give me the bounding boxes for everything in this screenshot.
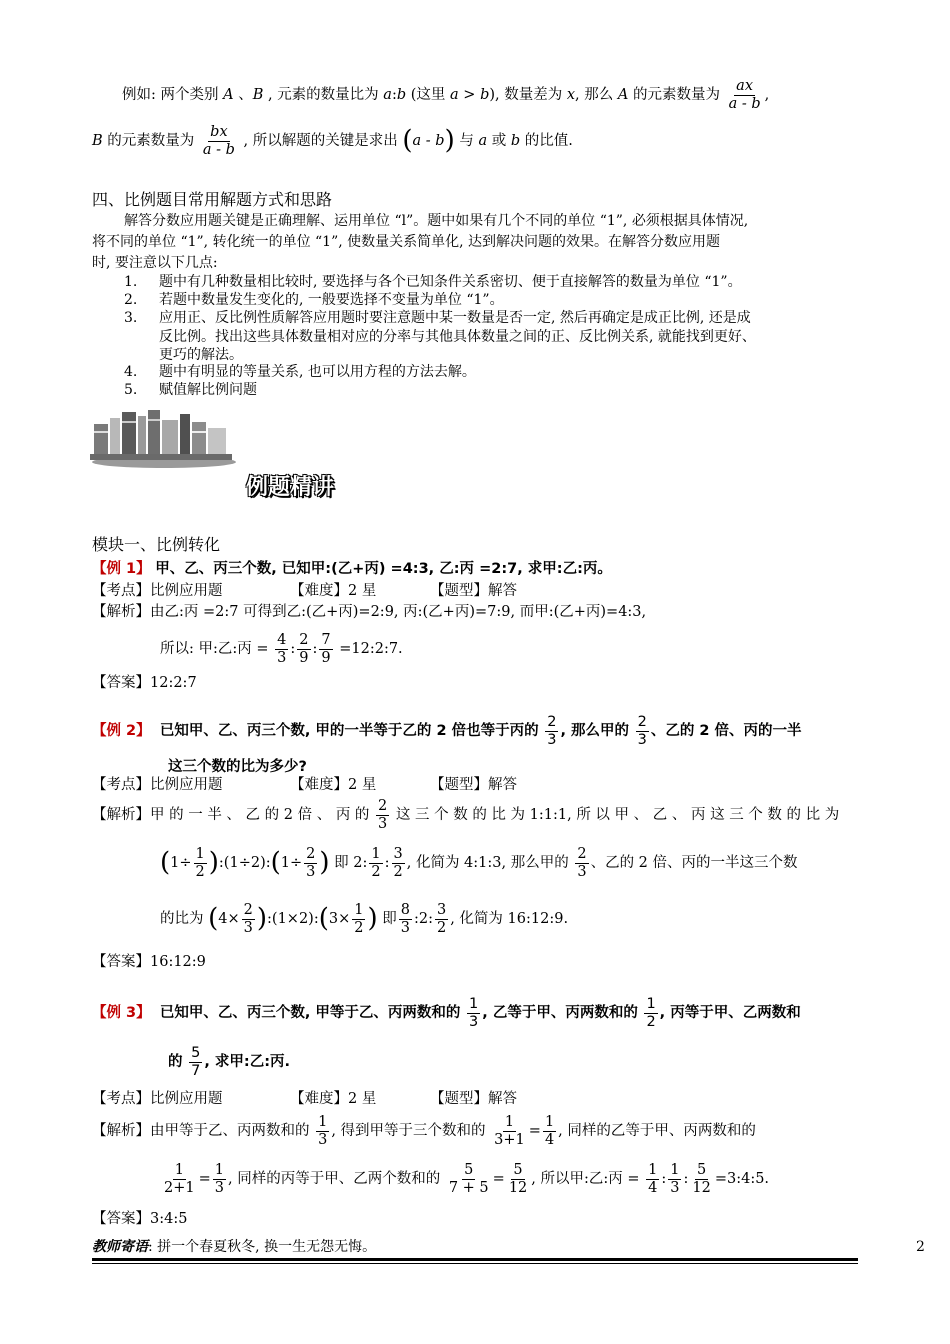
meta-label: 【题型】	[430, 583, 488, 599]
solution-text: 即	[382, 911, 397, 928]
intro-line-1: 例如: 两个类别 A 、B , 元素的数量比为 a:b (这里 a > b), 数量差为 x, 那么 A 的元素数量为 $\frac{ax}{a - b}$ ,	[122, 78, 770, 112]
answer-value: 12:2:7	[150, 675, 197, 691]
example-question: 【例 2】 已知甲、乙、丙三个数, 甲的一半等于乙的 2 倍也等于丙的 $\frac{2}{3}$ , 那么甲的 $\frac{2}{3}$ 、乙的 2 倍、丙的一半	[92, 714, 802, 748]
meta-label: 【考点】	[92, 583, 150, 599]
intro-text: 的比值.	[524, 133, 573, 150]
solution-line	[92, 603, 646, 622]
list-item: 应用正、反比例性质解答应用题时要注意题中某一数量是否一定, 然后再确定是成正比例, 还是成	[159, 310, 751, 326]
question-text: 、乙的 2 倍、丙的一半	[650, 723, 802, 740]
meta-label: 【解析】	[92, 1123, 150, 1140]
solution-line: 所以: 甲:乙:丙 = $\frac{4}{3}$ : $\frac{2}{9}$ : $\frac{7}{9}$ =12:2:7.	[160, 632, 403, 666]
solution-text: , 同样的乙等于甲、丙两数和的	[558, 1123, 756, 1140]
list-item: 题中有几种数量相比较时, 要选择与各个已知条件关系密切、便于直接解答的数量为单位 “1”。	[159, 274, 742, 290]
example-question: 的 $\frac{5}{7}$ , 求甲:乙:丙.	[168, 1045, 291, 1079]
question-text: , 丙等于甲、乙两数和	[659, 1005, 801, 1022]
solution-text: , 同样的丙等于甲、乙两个数和的	[228, 1171, 441, 1188]
intro-text: 例如: 两个类别	[122, 87, 219, 104]
solution-text: 、乙的 2 倍、丙的一半这三个数	[590, 855, 798, 872]
meta-row	[92, 1090, 223, 1109]
meta-row	[290, 1090, 376, 1109]
footer-divider-thin	[92, 1263, 858, 1264]
meta-value: 比例应用题	[150, 777, 223, 793]
meta-row	[290, 776, 376, 795]
solution-text: 由乙:丙 =2:7 可得到乙:(乙+丙)=2:9, 丙:(乙+丙)=7:9, 而甲:(乙+丙)=4:3,	[150, 604, 647, 620]
solution-text: =3:4:5.	[714, 1171, 770, 1188]
meta-label: 【答案】	[92, 954, 150, 970]
meta-value: 2 星	[348, 1091, 377, 1107]
list-item-number: 2.	[124, 292, 138, 308]
page-number: 2	[916, 1239, 925, 1255]
solution-text: 这 三 个 数 的 比 为 1:1:1, 所 以 甲 、 乙 、 丙 这 三 个 数 的 比 为	[395, 807, 840, 824]
meta-label: 【题型】	[430, 1091, 488, 1107]
solution-line: $\frac{1}{2+1}$ = $\frac{1}{3}$ , 同样的丙等于甲、乙两个数和的 $\frac{5}{7 + 5}$ = $\frac{5}{12}$ , 所以甲:乙:丙 = $\frac{1}{4}$ : $\frac{1}{3}$ : $\frac{5}{12}$ =3:4:5.	[164, 1162, 770, 1196]
meta-value: 解答	[488, 777, 517, 793]
intro-text: 的元素数量为	[632, 87, 720, 104]
section-paragraph-line: 将不同的单位 “1”, 转化统一的单位 “1”, 使数量关系简单化, 达到解决问题的效果。在解答分数应用题	[92, 234, 721, 250]
answer-line	[92, 953, 206, 972]
answer-value: 3:4:5	[150, 1211, 188, 1227]
footer-divider-thick	[92, 1258, 858, 1261]
intro-text: 与	[459, 133, 474, 150]
meta-value: 解答	[488, 1091, 517, 1107]
intro-text: 元素的数量比为	[277, 87, 379, 104]
solution-text: , 所以甲:乙:丙 =	[531, 1171, 640, 1188]
books-illustration-icon	[86, 408, 236, 470]
solution-line: (1÷ $\frac{1}{2}$ ):(1÷2):(1÷ $\frac{2}{3}$ ) 即 2: $\frac{1}{2}$ : $\frac{3}{2}$ , 化简为 4:1:3, 那么甲的 $\frac{2}{3}$ 、乙的 2 倍、丙的一半这三个数	[160, 846, 798, 880]
meta-label: 【难度】	[290, 583, 348, 599]
solution-text: , 化简为 4:1:3, 那么甲的	[406, 855, 569, 872]
question-text: 已知甲、乙、丙三个数, 甲等于乙、丙两数和的	[159, 1005, 461, 1022]
banner-title: 例题精讲	[246, 475, 335, 500]
meta-value: 解答	[488, 583, 517, 599]
solution-text: 甲 的 一 半 、 乙 的 2 倍 、 丙 的	[150, 807, 370, 824]
solution-line: 的比为 (4× $\frac{2}{3}$ ):(1×2):(3× $\frac{1}{2}$ ) 即 $\frac{8}{3}$ :2: $\frac{3}{2}$ , 化简为 16:12:9.	[160, 902, 569, 936]
meta-label: 【考点】	[92, 777, 150, 793]
meta-row	[92, 582, 223, 601]
list-item: 若题中数量发生变化的, 一般要选择不变量为单位 “1”。	[159, 292, 504, 308]
question-text: , 那么甲的	[560, 723, 630, 740]
meta-label: 【答案】	[92, 675, 150, 691]
footer-motto	[92, 1238, 376, 1256]
meta-label: 【答案】	[92, 1211, 150, 1227]
meta-row	[290, 582, 376, 601]
list-item-number: 5.	[124, 382, 138, 398]
answer-line	[92, 1210, 187, 1229]
question-text: 的	[168, 1054, 183, 1071]
meta-label: 【解析】	[92, 807, 150, 824]
example-question: 【例 3】 已知甲、乙、丙三个数, 甲等于乙、丙两数和的 $\frac{1}{3}$ , 乙等于甲、丙两数和的 $\frac{1}{2}$ , 丙等于甲、乙两数和	[92, 996, 801, 1030]
answer-value: 16:12:9	[150, 954, 206, 970]
meta-label: 【题型】	[430, 777, 488, 793]
motto-label: 教师寄语	[92, 1239, 148, 1255]
meta-value: 比例应用题	[150, 583, 223, 599]
example-tag: 【例 3】	[92, 1005, 151, 1022]
intro-text: , 那么	[575, 87, 614, 104]
question-text: 甲、乙、丙三个数, 已知甲:(乙+丙) =4:3, 乙:丙 =2:7, 求甲:乙:丙。	[155, 561, 612, 577]
meta-value: 比例应用题	[150, 1091, 223, 1107]
example-tag: 【例 2】	[92, 723, 151, 740]
question-text: , 乙等于甲、丙两数和的	[482, 1005, 638, 1022]
question-text: 已知甲、乙、丙三个数, 甲的一半等于乙的 2 倍也等于丙的	[159, 723, 539, 740]
intro-text: (这里	[410, 87, 446, 104]
example-question	[92, 560, 612, 579]
meta-row	[430, 1090, 517, 1109]
question-text: , 求甲:乙:丙.	[204, 1054, 291, 1071]
list-item-number: 3.	[124, 310, 138, 326]
question-text: 这三个数的比为多少?	[168, 759, 307, 775]
list-item: 更巧的解法。	[159, 347, 243, 363]
list-item: 题中有明显的等量关系, 也可以用方程的方法去解。	[159, 364, 476, 380]
solution-text: 的比为	[160, 911, 204, 928]
section-paragraph-line: 解答分数应用题关键是正确理解、运用单位 “l”。题中如果有几个不同的单位 “1”, 必须根据具体情况,	[124, 213, 749, 229]
solution-text: 所以: 甲:乙:丙 =	[160, 641, 269, 658]
meta-label: 【考点】	[92, 1091, 150, 1107]
meta-label: 【难度】	[290, 1091, 348, 1107]
meta-label: 【解析】	[92, 604, 150, 620]
solution-text: =12:2:7.	[339, 641, 403, 658]
meta-row	[430, 582, 517, 601]
intro-line-2: B 的元素数量为 $\frac{bx}{a - b}$ , 所以解题的关键是求出 (a - b) 与 a 或 b 的比值.	[92, 124, 573, 158]
list-item: 反比例。找出这些具体数量相对应的分率与其他具体数量之间的正、反比例关系, 就能找到更好、	[159, 329, 756, 345]
intro-text: 的元素数量为	[107, 133, 195, 150]
motto-text: : 拼一个春夏秋冬, 换一生无怨无悔。	[148, 1239, 377, 1255]
meta-label: 【难度】	[290, 777, 348, 793]
list-item-number: 4.	[124, 364, 138, 380]
section-heading: 四、比例题目常用解题方式和思路	[92, 190, 333, 209]
solution-text: 即 2:	[334, 855, 368, 872]
meta-value: 2 星	[348, 777, 377, 793]
intro-text: , 所以解题的关键是求出	[243, 133, 398, 150]
meta-row	[92, 776, 223, 795]
solution-line: 【解析】由甲等于乙、丙两数和的 $\frac{1}{3}$ , 得到甲等于三个数和的 $\frac{1}{3+1}$ = $\frac{1}{4}$ , 同样的乙等于甲、丙两数和的	[92, 1114, 756, 1148]
list-item-number: 1.	[124, 274, 138, 290]
list-item: 赋值解比例问题	[159, 382, 257, 398]
solution-text: , 化简为 16:12:9.	[450, 911, 569, 928]
example-tag: 【例 1】	[92, 561, 151, 577]
solution-line: 【解析】甲 的 一 半 、 乙 的 2 倍 、 丙 的 $\frac{2}{3}$ 这 三 个 数 的 比 为 1:1:1, 所 以 甲 、 乙 、 丙 这 三 个 数 的 比 为	[92, 798, 840, 832]
solution-text: , 得到甲等于三个数和的	[331, 1123, 486, 1140]
module-title: 模块一、比例转化	[92, 535, 221, 554]
intro-text: ), 数量差为	[489, 87, 563, 104]
intro-text: 或	[491, 133, 507, 150]
section-paragraph-line: 时, 要注意以下几点:	[92, 255, 218, 271]
meta-value: 2 星	[348, 583, 377, 599]
solution-text: 由甲等于乙、丙两数和的	[150, 1123, 310, 1140]
answer-line	[92, 674, 197, 693]
meta-row	[430, 776, 517, 795]
